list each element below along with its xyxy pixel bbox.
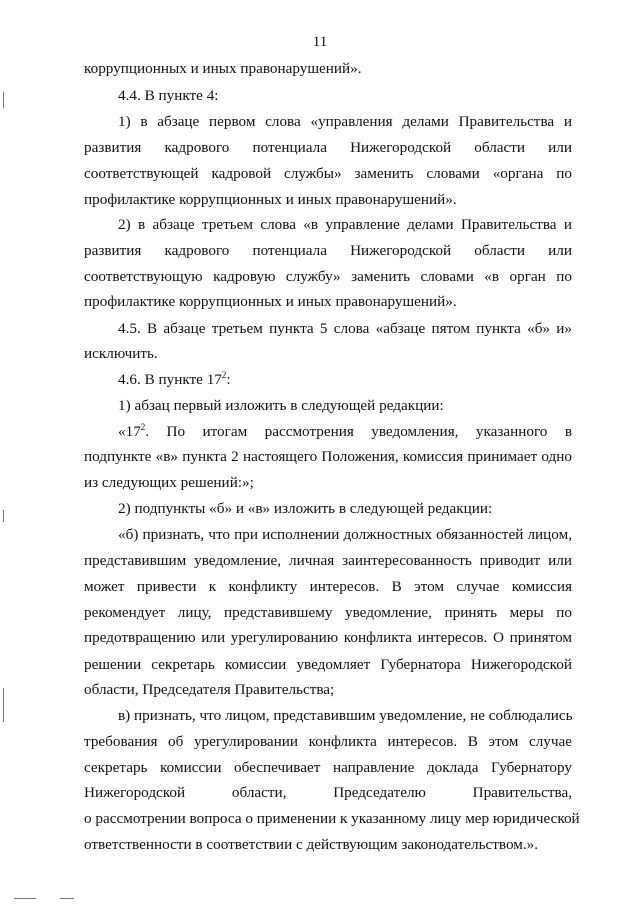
text-fragment: «17 xyxy=(118,423,141,440)
text-line: области, Председателя Правительства; xyxy=(84,681,335,698)
text-line: рекомендует лицу, представившему уведомление, принять меры по xyxy=(84,604,572,621)
text-line: 2) в абзаце третьем слова «в управление делами Правительства и xyxy=(118,216,572,233)
text-line: о рассмотрении вопроса о применении к указанному лицу мер юридической xyxy=(84,810,580,827)
text-line: соответствующую кадровую службу» заменить словами «в орган по xyxy=(84,268,572,285)
text-line: развития кадрового потенциала Нижегородской области или xyxy=(84,242,572,259)
text-fragment: 4.6. В пункте 17 xyxy=(118,371,222,388)
text-line: профилактике коррупционных и иных правонарушений». xyxy=(84,191,457,208)
text-line: представившим уведомление, личная заинтересованность приводит или xyxy=(84,552,572,569)
superscript: 2 xyxy=(221,369,227,380)
text-fragment: : xyxy=(226,371,231,388)
text-line: 1) в абзаце первом слова «управления делами Правительства и xyxy=(118,113,572,130)
scan-mark xyxy=(60,898,74,899)
text-line xyxy=(118,423,572,441)
text-line: требования об урегулировании конфликта интересов. В этом случае xyxy=(84,733,572,750)
scan-mark xyxy=(14,898,36,899)
text-line: исключить. xyxy=(84,345,158,362)
text-line xyxy=(118,371,572,389)
scan-mark xyxy=(3,688,4,722)
text-line: развития кадрового потенциала Нижегородской области или xyxy=(84,139,572,156)
text-line: из следующих решений:»; xyxy=(84,474,254,491)
text-line: 4.5. В абзаце третьем пункта 5 слова «абзаце пятом пункта «б» и» xyxy=(118,320,572,337)
text-line: 1) абзац первый изложить в следующей редакции: xyxy=(118,397,444,414)
text-line: секретарь комиссии обеспечивает направление доклада Губернатору xyxy=(84,759,572,776)
text-line: коррупционных и иных правонарушений». xyxy=(84,60,362,77)
page-number: 11 xyxy=(312,34,328,50)
text-line: решении секретарь комиссии уведомляет Губернатора Нижегородской xyxy=(84,656,572,673)
text-line: может привести к конфликту интересов. В этом случае комиссия xyxy=(84,578,572,595)
text-line: 4.4. В пункте 4: xyxy=(118,87,219,104)
text-line: «б) признать, что при исполнении должностных обязанностей лицом, xyxy=(118,526,572,543)
text-line: ответственности в соответствии с действующим законодательством.». xyxy=(84,836,539,853)
text-line: 2) подпункты «б» и «в» изложить в следующей редакции: xyxy=(118,500,493,517)
text-line: предотвращению или урегулированию конфликта интересов. О принятом xyxy=(84,629,572,646)
text-fragment: . По итогам рассмотрения уведомления, указанного в xyxy=(145,423,572,440)
text-line: соответствующей кадровой службы» заменить словами «органа по xyxy=(84,165,572,182)
text-line: профилактике коррупционных и иных правонарушений». xyxy=(84,293,457,310)
scan-mark xyxy=(3,510,4,522)
scan-mark xyxy=(3,92,4,108)
text-line: подпункте «в» пункта 2 настоящего Положения, комиссия принимает одно xyxy=(84,448,572,465)
text-line: Нижегородской области, Председателю Правительства, xyxy=(84,784,572,801)
superscript: 2 xyxy=(140,421,146,432)
text-line: в) признать, что лицом, представившим уведомление, не соблюдались xyxy=(118,707,573,724)
